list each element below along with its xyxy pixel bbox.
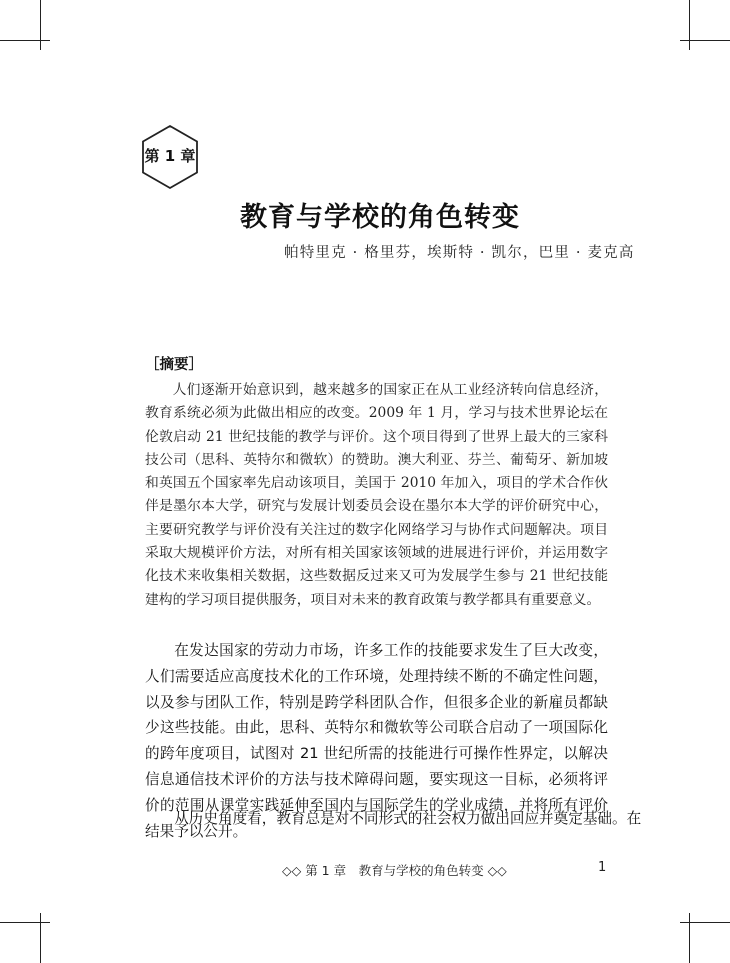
body-paragraph-2: 从历史角度看，教育总是对不同形式的社会权力做出回应并奠定基础。在 — [174, 810, 642, 827]
body-paragraph-1: 在发达国家的劳动力市场，许多工作的技能要求发生了巨大改变，人们需要适应高度技术化的工作环境，处理持续不断的不确定性问题，以及参与团队工作，特别是跨学科团队合作，但很多企业的新雇员都缺少这些技能。由此，思科、英特尔和微软等公司联合启动了一项国际化的跨年度项目，试图对 21 世纪所需的技能进行可操作性界定，以解决信息通信技术评价的方法与技术障碍问题，要实现这一目标，必须将评价的范围从课堂实践延伸至国内与国际学生的学业成绩，并将所有评价结果予以公开。 — [145, 642, 608, 840]
chapter-number: 第 1 章 — [144, 147, 196, 165]
chapter-authors: 帕特里克 · 格里芬，埃斯特 · 凯尔，巴里 · 麦克高 — [284, 245, 635, 261]
page-number: 1 — [598, 860, 607, 875]
running-footer: ◇◇ 第 1 章 教育与学校的角色转变 ◇◇ — [282, 863, 507, 878]
abstract-heading: ［摘要］ — [145, 357, 203, 373]
chapter-title: 教育与学校的角色转变 — [240, 202, 520, 233]
abstract-text: 人们逐渐开始意识到，越来越多的国家正在从工业经济转向信息经济，教育系统必须为此做出相应的改变。2009 年 1 月，学习与技术世界论坛在伦敦启动 21 世纪技能的教学与评价。这个项目得到了世界上最大的三家科技公司（思科、英特尔和微软）的赞助。澳大利亚、芬兰、葡萄牙、新加坡和英国五个国家率先启动该项目，美国于 2010 年加入，项目的学术合作伙伴是墨尔本大学，研究与发展计划委员会设在墨尔本大学的评价研究中心，主要研究教学与评价没有关注过的数字化网络学习与协作式问题解决。项目采取大规模评价方法，对所有相关国家该领域的进展进行评价，并运用数字化技术来收集相关数据，这些数据反过来又可为发展学生参与 21 世纪技能建构的学习项目提供服务，项目对未来的教育政策与教学都具有重要意义。 — [145, 382, 608, 608]
